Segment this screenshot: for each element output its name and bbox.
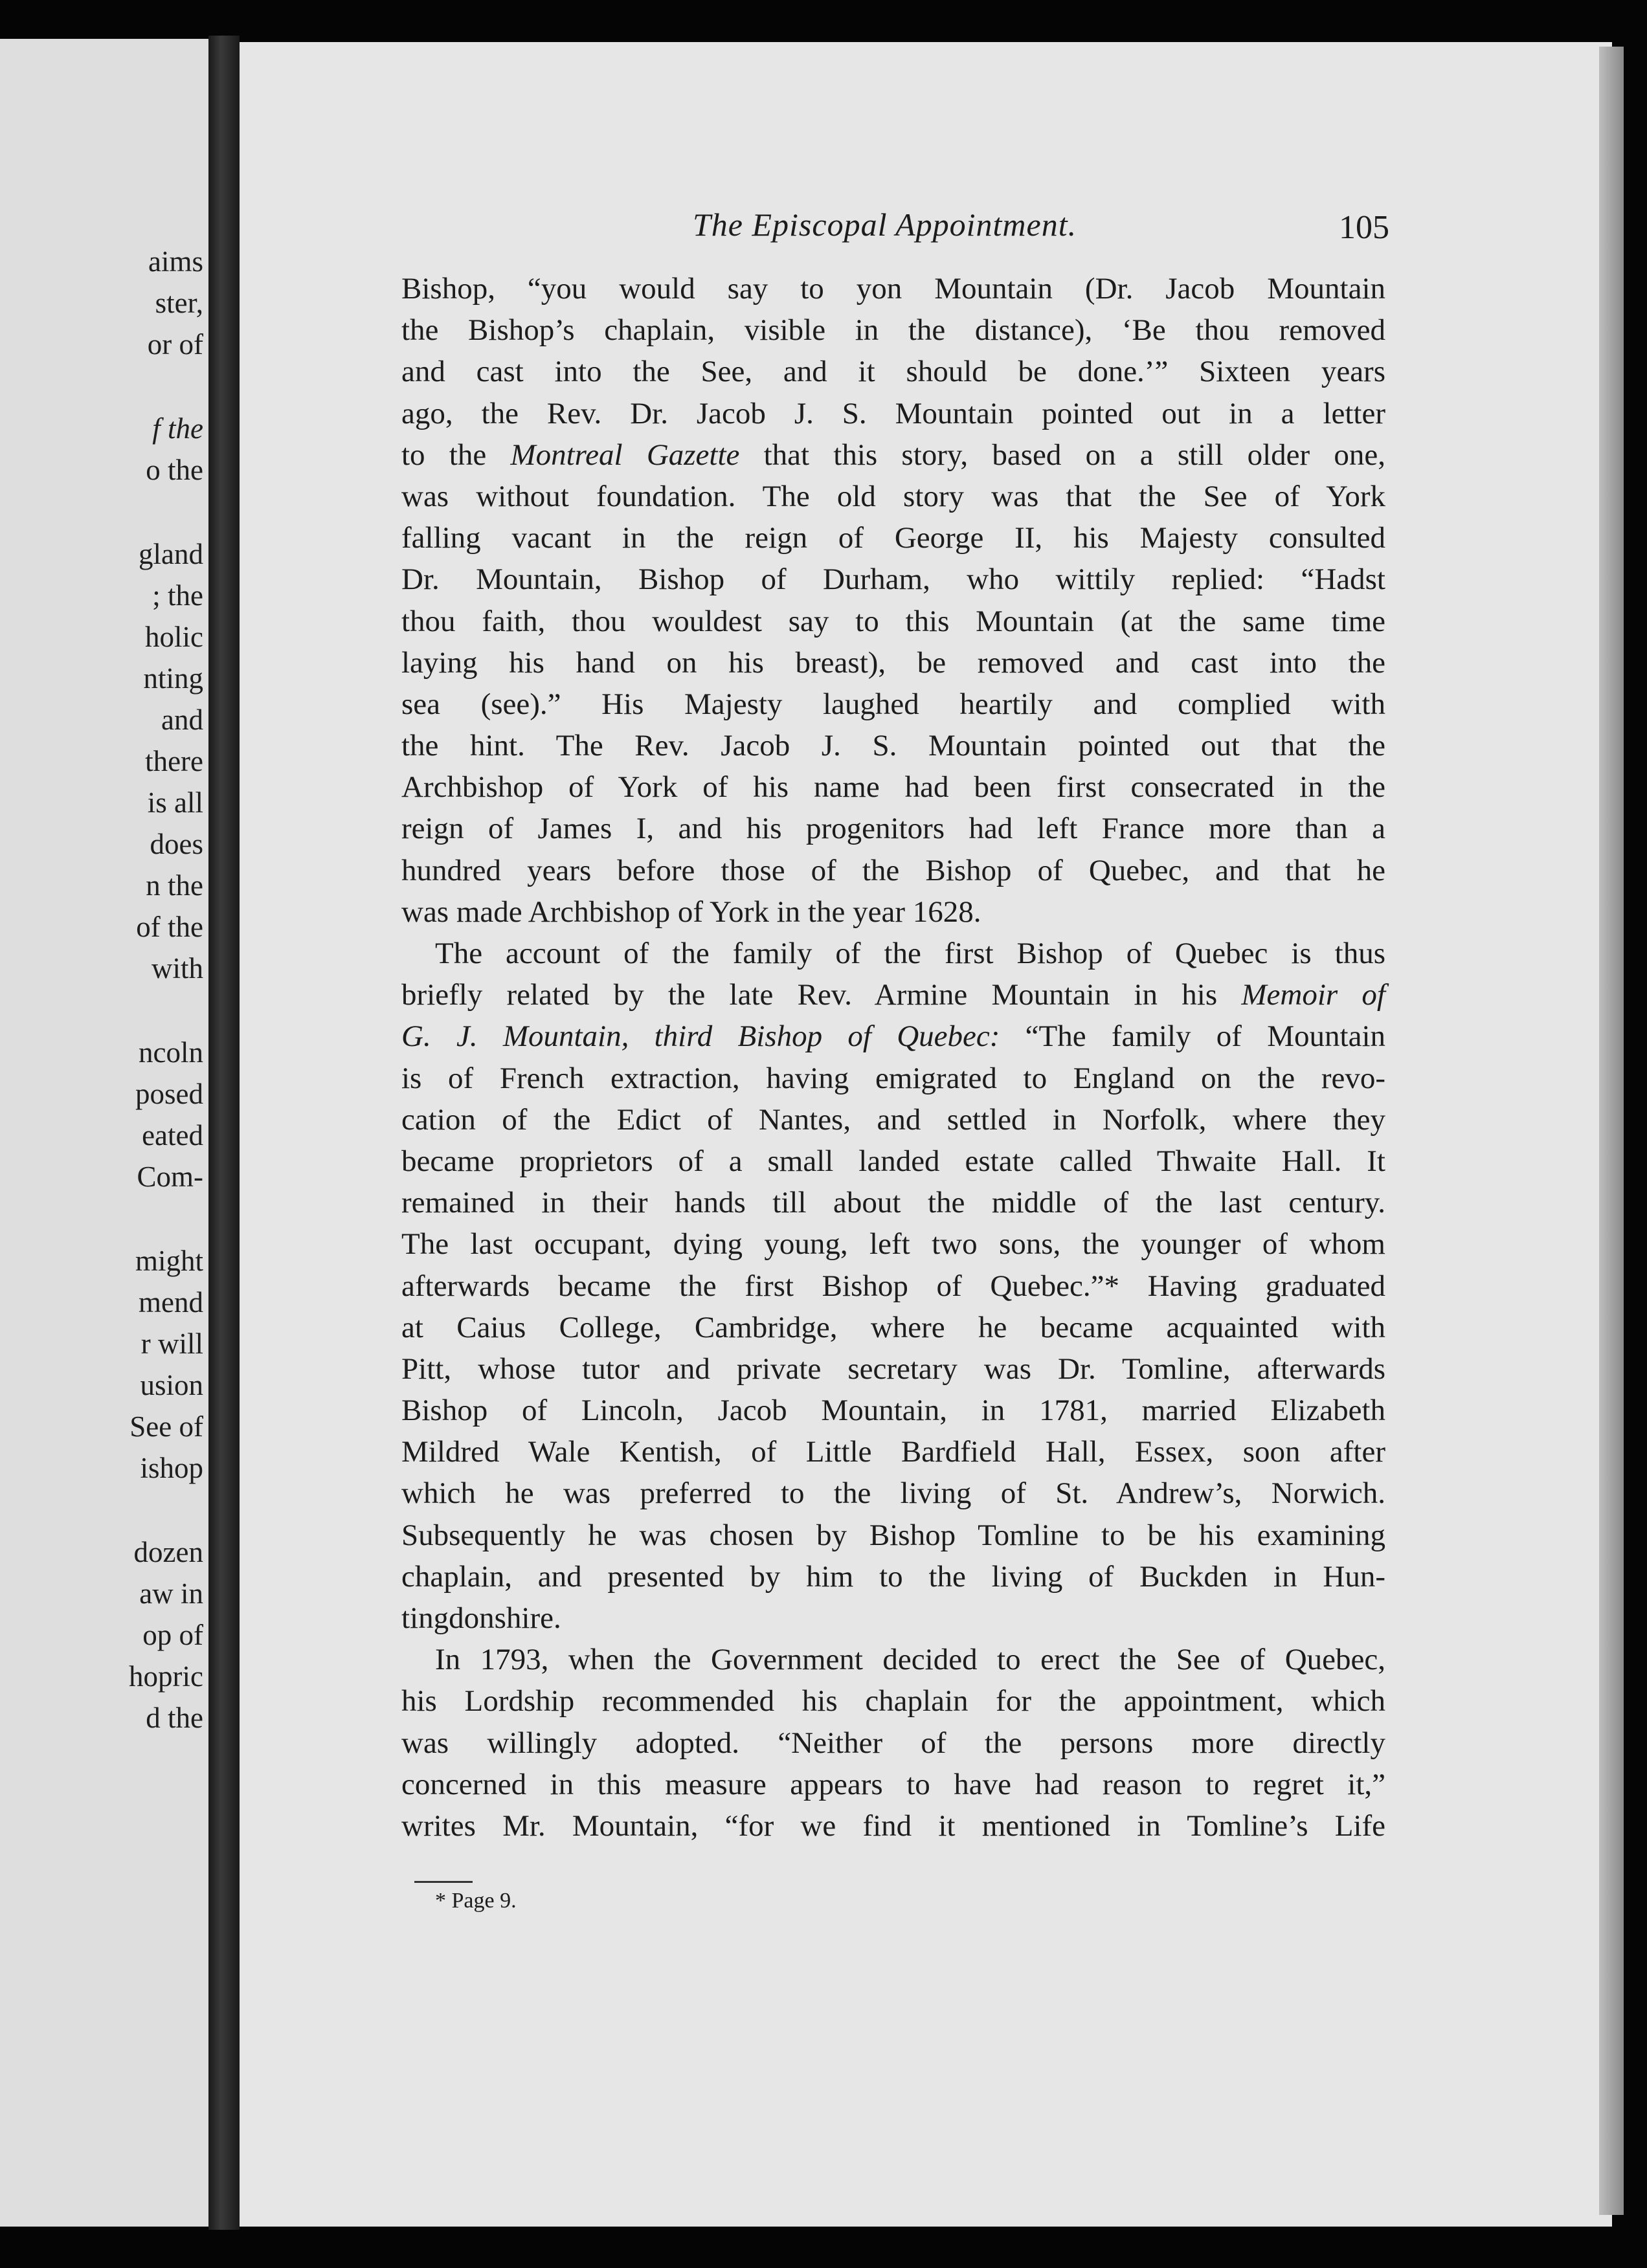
text-line: which he was preferred to the living of St. Andrew’s, Norwich. [401, 1476, 1385, 1511]
facing-page-line: hopric [129, 1660, 203, 1693]
facing-page-line: or of [147, 328, 203, 361]
facing-page-line: ster, [155, 287, 203, 319]
facing-page-line: is all [147, 786, 203, 819]
text-line: briefly related by the late Rev. Armine Mountain in his Memoir of [401, 978, 1385, 1012]
facing-page-line: nting [143, 662, 203, 695]
facing-page-line: posed [135, 1078, 203, 1110]
text-line: Pitt, whose tutor and private secretary was Dr. Tomline, afterwards [401, 1351, 1385, 1386]
facing-page-line: o the [146, 454, 203, 486]
facing-page-line: f the [152, 412, 203, 445]
facing-page-line: n the [146, 869, 203, 902]
text-line: and cast into the See, and it should be done.’” Sixteen years [401, 355, 1385, 389]
text-line: ago, the Rev. Dr. Jacob J. S. Mountain pointed out in a letter [401, 396, 1385, 430]
text-line: became proprietors of a small landed estate called Thwaite Hall. It [401, 1144, 1385, 1178]
text-line: was without foundation. The old story was that the See of York [401, 479, 1385, 513]
text-line: The account of the family of the first Bishop of Quebec is thus [435, 937, 1385, 970]
facing-page-line: r will [140, 1328, 203, 1360]
text-line: his Lordship recommended his chaplain for the appointment, which [401, 1684, 1385, 1718]
facing-page-line: gland [139, 538, 203, 570]
footnote-rule [414, 1881, 473, 1883]
text-line: chaplain, and presented by him to the living of Buckden in Hun- [401, 1559, 1385, 1594]
text-line: Bishop of Lincoln, Jacob Mountain, in 1781, married Elizabeth [401, 1394, 1385, 1428]
text-line: Subsequently he was chosen by Bishop Tomline to be his examining [401, 1518, 1385, 1552]
facing-page-line: ; the [152, 579, 203, 612]
facing-page-line: See of [129, 1410, 203, 1443]
facing-page-line: might [135, 1245, 203, 1277]
text-line: falling vacant in the reign of George II, his Majesty consulted [401, 521, 1385, 555]
facing-page-line: ncoln [139, 1036, 203, 1069]
text-line: tingdonshire. [401, 1601, 561, 1635]
facing-page-line: aw in [139, 1577, 203, 1610]
text-line: the Bishop’s chaplain, visible in the distance), ‘Be thou removed [401, 313, 1385, 348]
facing-page-line: aims [148, 245, 203, 278]
body-text [401, 268, 1385, 1847]
text-line: was willingly adopted. “Neither of the persons more directly [401, 1726, 1385, 1760]
facing-page-line: and [161, 704, 203, 736]
text-line: Archbishop of York of his name had been first consecrated in the [401, 770, 1385, 805]
facing-page-line: mend [139, 1286, 203, 1318]
running-head: The Episcopal Appointment. [693, 206, 1077, 243]
footnote: * Page 9. [435, 1889, 517, 1913]
text-line: In 1793, when the Government decided to erect the See of Quebec, [435, 1643, 1385, 1677]
text-line: reign of James I, and his progenitors had left France more than a [401, 812, 1385, 846]
text-line: at Caius College, Cambridge, where he became acquainted with [401, 1310, 1385, 1344]
text-line: was made Archbishop of York in the year 1628. [401, 895, 981, 929]
text-line: writes Mr. Mountain, “for we find it mentioned in Tomline’s Life [401, 1808, 1385, 1843]
book-gutter [208, 36, 240, 2230]
facing-page-line: there [145, 745, 203, 777]
text-line: is of French extraction, having emigrated to England on the revo- [401, 1061, 1385, 1095]
text-line: The last occupant, dying young, left two sons, the younger of whom [401, 1227, 1385, 1262]
text-line: Bishop, “you would say to yon Mountain (Dr. Jacob Mountain [401, 272, 1385, 306]
text-line: sea (see).” His Majesty laughed heartily and complied with [401, 687, 1385, 721]
text-line: remained in their hands till about the middle of the last century. [401, 1186, 1385, 1220]
facing-page-line: Com- [137, 1161, 203, 1193]
text-line: laying his hand on his breast), be removed and cast into the [401, 645, 1385, 680]
facing-page-line: ishop [140, 1452, 203, 1484]
text-line: G. J. Mountain, third Bishop of Quebec: “The family of Mountain [401, 1019, 1385, 1054]
text-line: thou faith, thou wouldest say to this Mountain (at the same time [401, 604, 1385, 638]
text-line: hundred years before those of the Bishop of Quebec, and that he [401, 853, 1385, 887]
text-line: to the Montreal Gazette that this story, based on a still older one, [401, 438, 1385, 472]
page-number: 105 [1339, 209, 1389, 246]
facing-page-line: holic [145, 621, 203, 653]
text-line: Dr. Mountain, Bishop of Durham, who wittily replied: “Hadst [401, 562, 1385, 597]
facing-page-line: dozen [133, 1536, 203, 1568]
facing-page-line: does [150, 828, 203, 860]
facing-page-line: with [151, 952, 203, 984]
facing-page-line: op of [142, 1619, 203, 1651]
facing-page-line: eated [142, 1119, 203, 1151]
text-line: the hint. The Rev. Jacob J. S. Mountain pointed out that the [401, 729, 1385, 763]
text-line: Mildred Wale Kentish, of Little Bardfield Hall, Essex, soon after [401, 1435, 1385, 1469]
text-line: afterwards became the first Bishop of Quebec.”* Having graduated [401, 1269, 1385, 1303]
text-line: concerned in this measure appears to have had reason to regret it,” [401, 1767, 1385, 1801]
page-edge [1599, 47, 1624, 2215]
text-line: cation of the Edict of Nantes, and settled in Norfolk, where they [401, 1102, 1385, 1137]
facing-page-line: d the [146, 1702, 203, 1734]
facing-page-line: of the [136, 911, 203, 943]
facing-page-line: usion [140, 1369, 203, 1401]
